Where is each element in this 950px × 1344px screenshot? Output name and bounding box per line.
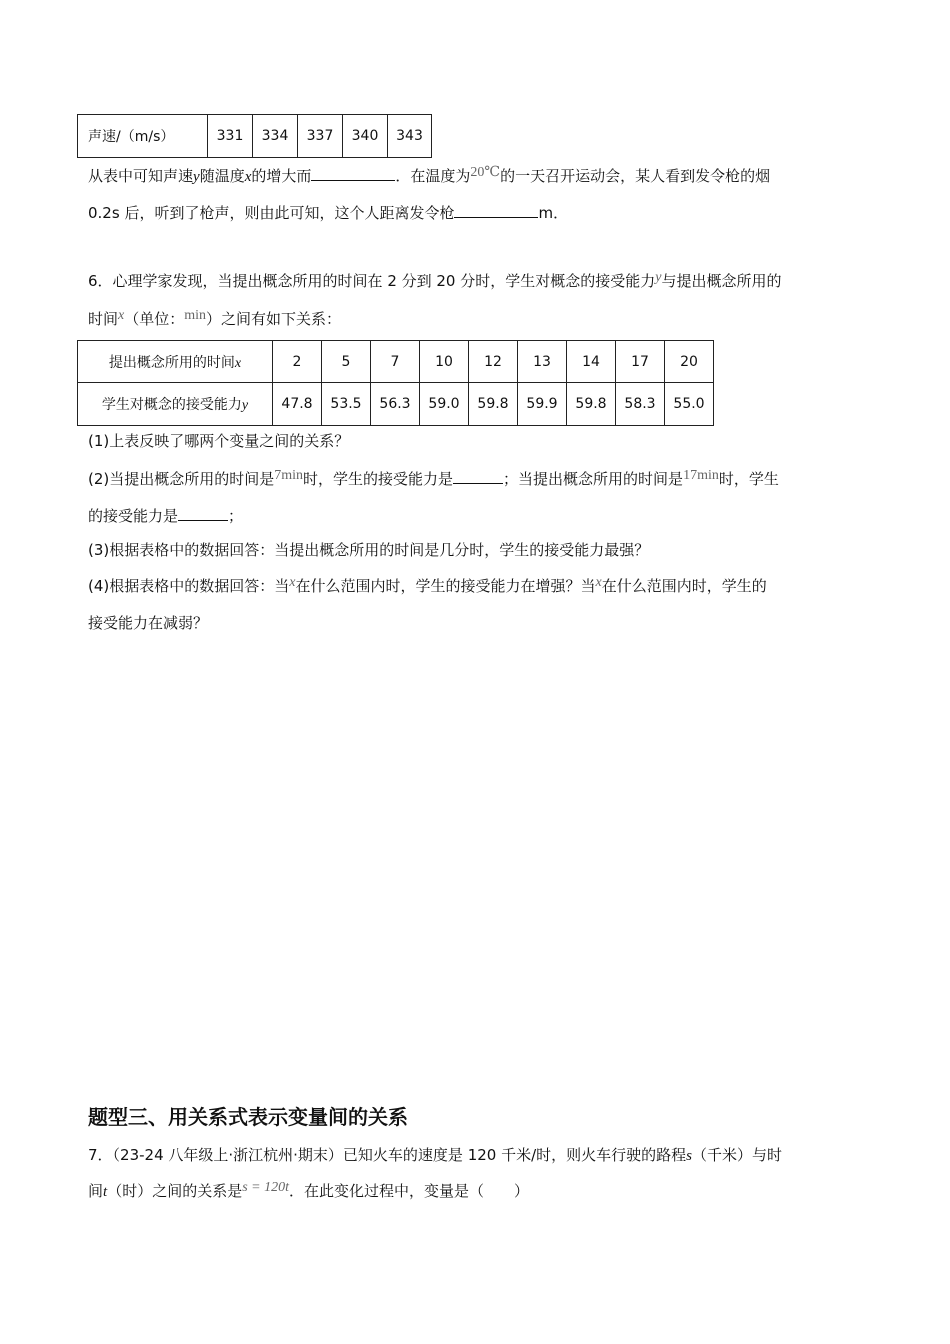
sound-speed-table bbox=[77, 114, 432, 158]
q7-line-2: 间t（时）之间的关系是s = 120t．在此变化过程中，变量是（ ） bbox=[88, 1180, 530, 1200]
concept-ability-table bbox=[77, 340, 714, 426]
speed-value: 331 bbox=[208, 115, 253, 158]
ability-value: 59.0 bbox=[420, 383, 469, 426]
ability-value: 55.0 bbox=[665, 383, 714, 426]
q6-sub-2-line-1: (2)当提出概念所用的时间是7min时，学生的接受能力是 ；当提出概念所用的时间是17min时，学生 bbox=[88, 468, 779, 488]
answer-blank[interactable] bbox=[454, 201, 538, 218]
time-value: 7 bbox=[371, 341, 420, 383]
q6-sub-1: (1)上表反映了哪两个变量之间的关系？ bbox=[88, 432, 350, 450]
answer-blank[interactable] bbox=[311, 164, 395, 181]
q5-line-2: 0.2s 后，听到了枪声，则由此可知，这个人距离发令枪 m． bbox=[88, 201, 568, 223]
ability-value: 59.8 bbox=[469, 383, 518, 426]
ability-value: 59.9 bbox=[518, 383, 567, 426]
time-value: 20 bbox=[665, 341, 714, 383]
speed-value: 337 bbox=[298, 115, 343, 158]
q6-sub-3: (3)根据表格中的数据回答：当提出概念所用的时间是几分时，学生的接受能力最强？ bbox=[88, 541, 650, 559]
q6-line-2: 时间x（单位：min）之间有如下关系： bbox=[88, 308, 342, 328]
section-title: 题型三、用关系式表示变量间的关系 bbox=[88, 1105, 408, 1129]
time-value: 12 bbox=[469, 341, 518, 383]
q6-sub-4-line-2: 接受能力在减弱？ bbox=[88, 614, 209, 632]
row-label: 学生对概念的接受能力y bbox=[78, 383, 273, 426]
ability-value: 59.8 bbox=[567, 383, 616, 426]
time-value: 5 bbox=[322, 341, 371, 383]
row-label: 提出概念所用的时间x bbox=[78, 341, 273, 383]
q6-sub-2-line-2: 的接受能力是 ； bbox=[88, 504, 243, 526]
time-value: 13 bbox=[518, 341, 567, 383]
time-value: 10 bbox=[420, 341, 469, 383]
speed-value: 340 bbox=[343, 115, 388, 158]
time-value: 17 bbox=[616, 341, 665, 383]
ability-value: 58.3 bbox=[616, 383, 665, 426]
sound-speed-header: 声速/（m/s） bbox=[78, 115, 208, 158]
answer-blank[interactable] bbox=[453, 467, 503, 484]
q5-line-1: 从表中可知声速y随温度x的增大而 ．在温度为20℃的一天召开运动会，某人看到发令枪的烟 bbox=[88, 165, 771, 185]
speed-value: 343 bbox=[388, 115, 432, 158]
time-value: 2 bbox=[273, 341, 322, 383]
ability-value: 56.3 bbox=[371, 383, 420, 426]
speed-value: 334 bbox=[253, 115, 298, 158]
q6-sub-4-line-1: (4)根据表格中的数据回答：当x在什么范围内时，学生的接受能力在增强？当x在什么范围内时，学生的 bbox=[88, 575, 767, 595]
table-row bbox=[78, 341, 714, 383]
table-row bbox=[78, 383, 714, 426]
q6-line-1: 6．心理学家发现，当提出概念所用的时间在 2 分到 20 分时，学生对概念的接受能力y与提出概念所用的 bbox=[88, 270, 782, 290]
time-value: 14 bbox=[567, 341, 616, 383]
ability-value: 47.8 bbox=[273, 383, 322, 426]
q7-line-1: 7．（23-24 八年级上·浙江杭州·期末）已知火车的速度是 120 千米/时，则火车行驶的路程s（千米）与时 bbox=[88, 1146, 783, 1164]
ability-value: 53.5 bbox=[322, 383, 371, 426]
answer-blank[interactable] bbox=[178, 504, 228, 521]
